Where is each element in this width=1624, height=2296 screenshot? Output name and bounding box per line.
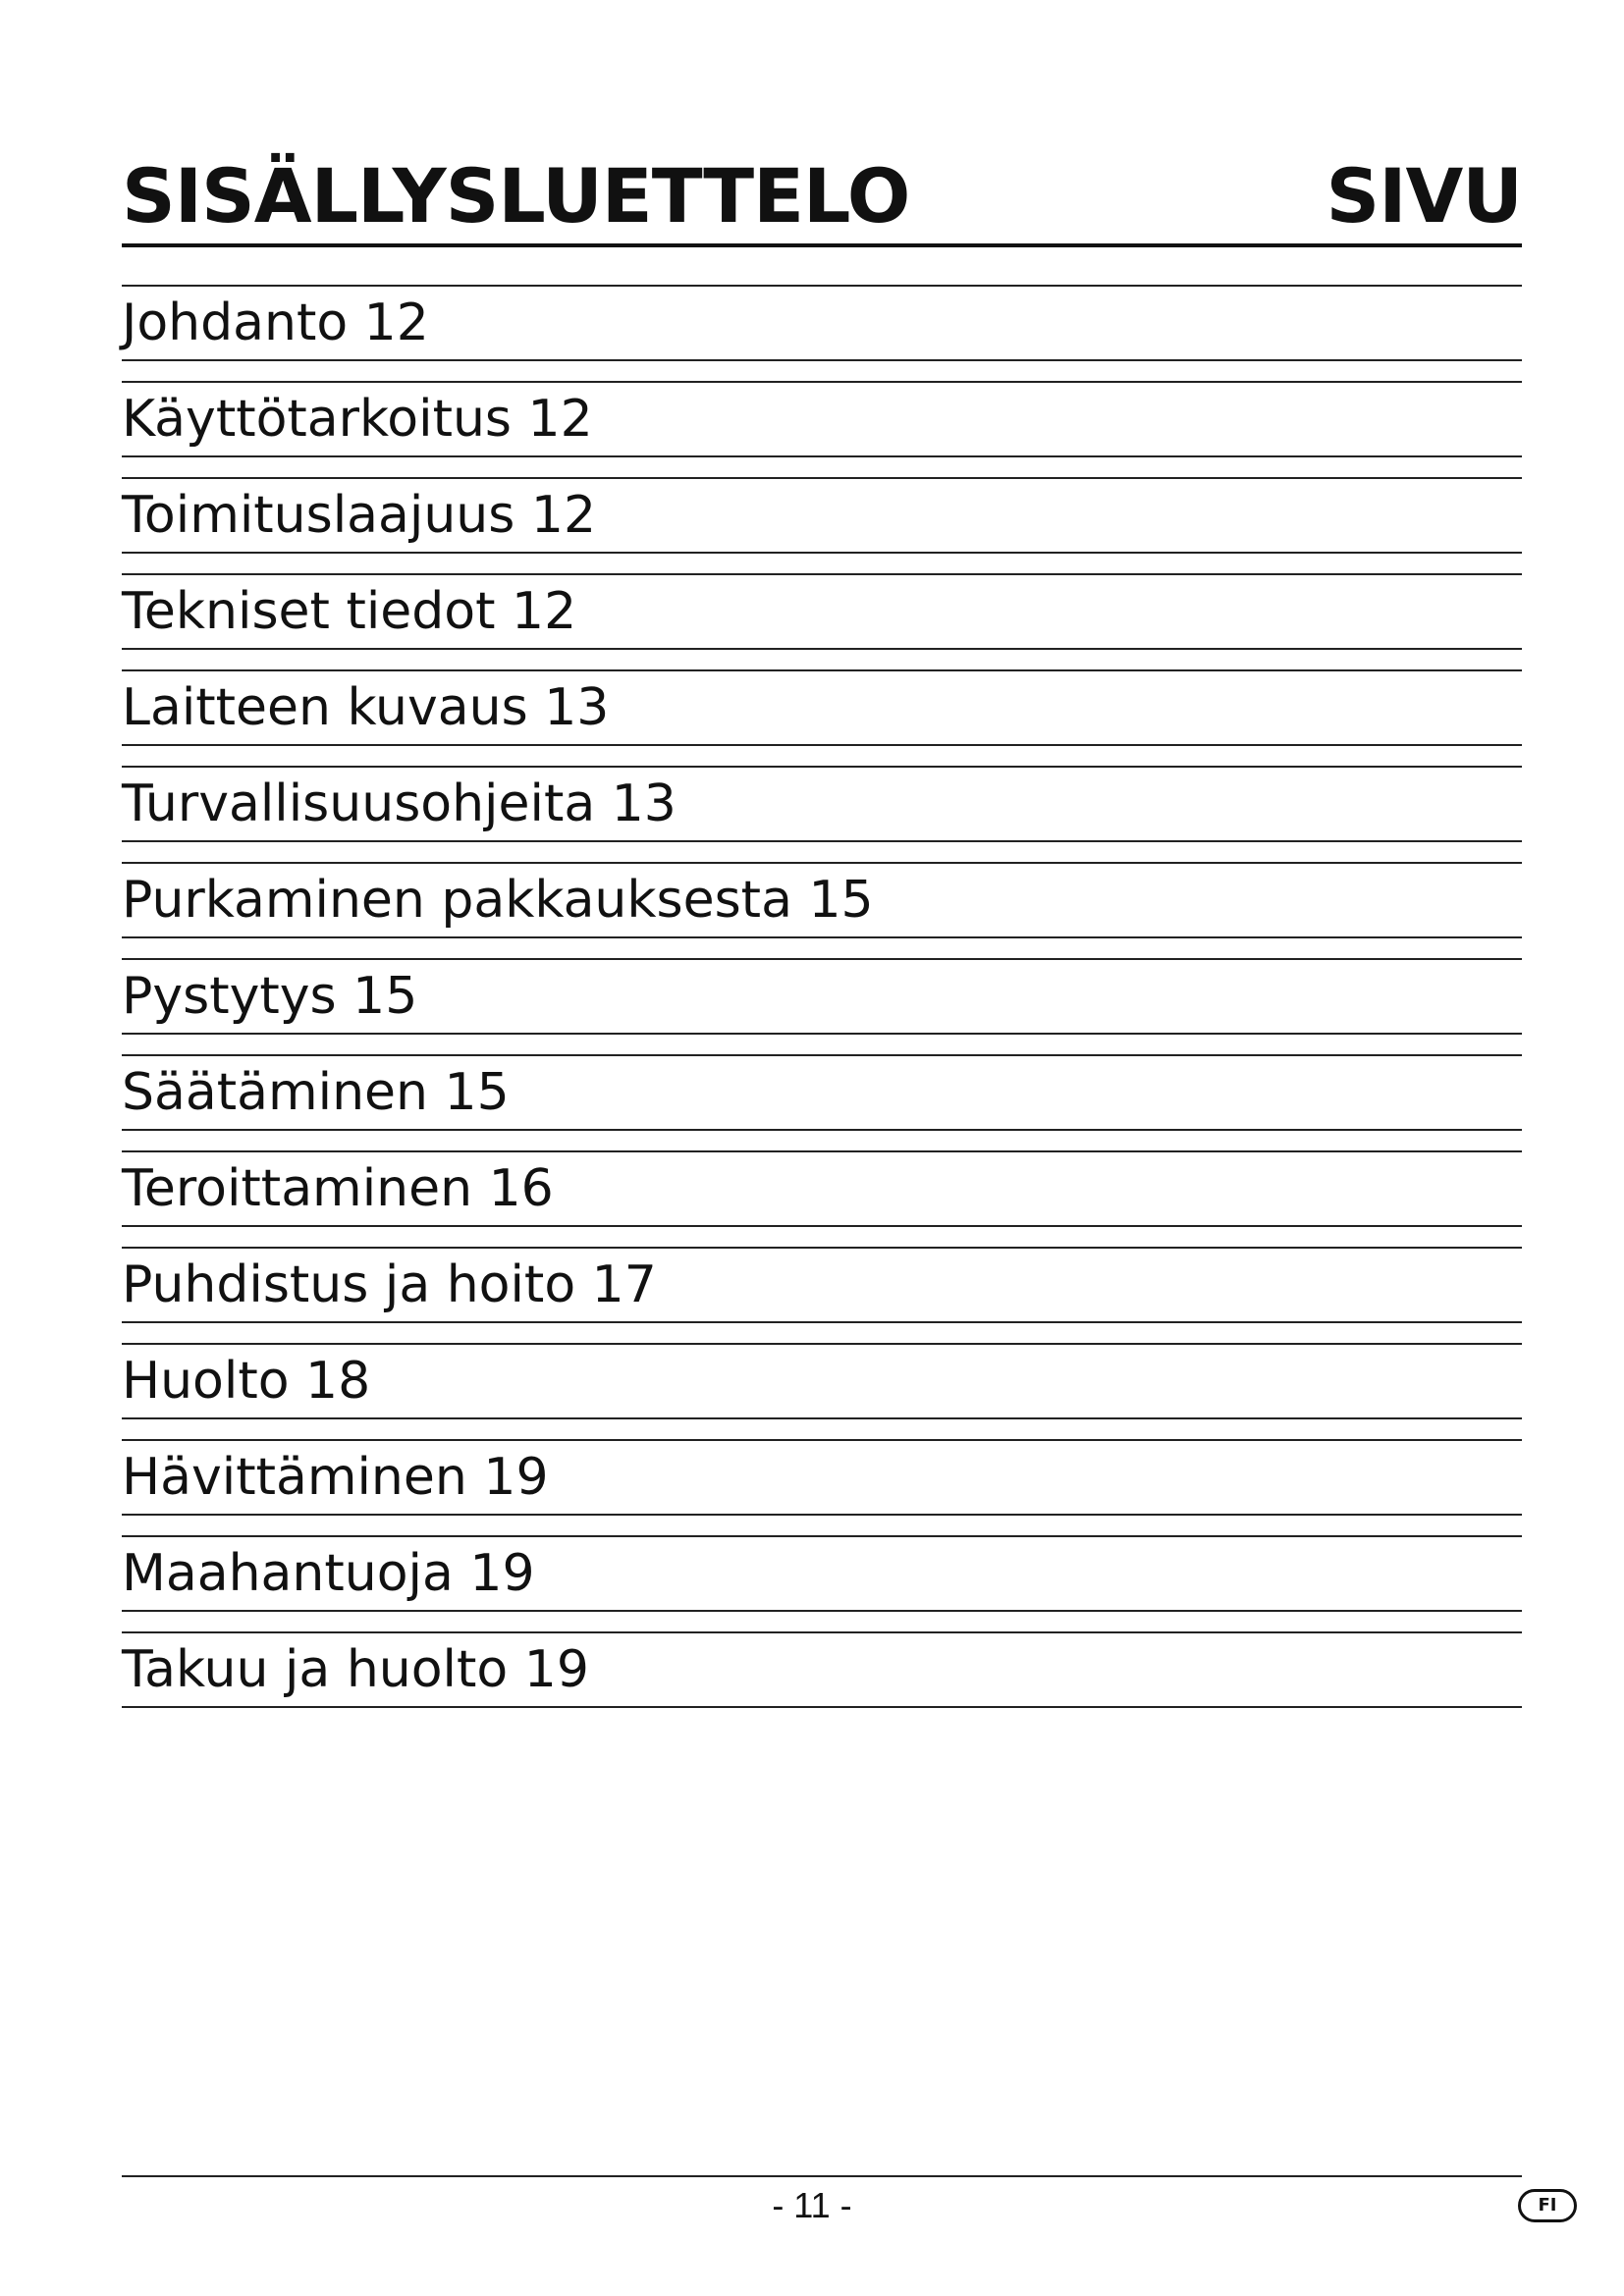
page-column-label: SIVU [1326,152,1522,240]
toc-entry[interactable] [122,1247,1522,1343]
toc-entry-text: Laitteen kuvaus 13 [122,678,610,737]
toc-entry-text: Säätäminen 15 [122,1063,510,1122]
toc-entry-text: Takuu ja huolto 19 [122,1640,589,1699]
toc-entry-text: Johdanto 12 [122,294,429,352]
toc-entry[interactable] [122,477,1522,573]
toc-entry[interactable] [122,285,1522,381]
page-title: SISÄLLYSLUETTELO [122,152,910,240]
toc-entry[interactable] [122,573,1522,669]
toc-entry-text: Puhdistus ja hoito 17 [122,1255,657,1314]
page-number: - 11 - [772,2185,852,2225]
table-of-contents [122,285,1522,1728]
toc-entry[interactable] [122,669,1522,766]
toc-entry[interactable] [122,958,1522,1054]
toc-entry[interactable] [122,1535,1522,1631]
toc-entry[interactable] [122,766,1522,862]
toc-entry-text: Pystytys 15 [122,967,418,1026]
toc-entry[interactable] [122,1150,1522,1247]
toc-entry-text: Tekniset tiedot 12 [122,582,577,641]
toc-entry[interactable] [122,1343,1522,1439]
toc-entry[interactable] [122,1054,1522,1150]
footer-divider [122,2175,1522,2177]
toc-entry-text: Purkaminen pakkauksesta 15 [122,871,874,930]
toc-entry[interactable] [122,1439,1522,1535]
toc-entry-text: Huolto 18 [122,1352,371,1411]
toc-entry-text: Teroittaminen 16 [122,1159,554,1218]
header-divider [122,243,1522,247]
toc-entry-text: Hävittäminen 19 [122,1448,549,1507]
toc-entry-text: Turvallisuusohjeita 13 [122,774,677,833]
toc-entry[interactable] [122,1631,1522,1728]
toc-header [122,147,1522,245]
toc-entry[interactable] [122,862,1522,958]
toc-entry-text: Maahantuoja 19 [122,1544,535,1603]
language-badge: FI [1518,2189,1577,2222]
toc-entry[interactable] [122,381,1522,477]
toc-entry-text: Toimituslaajuus 12 [122,486,597,545]
toc-entry-text: Käyttötarkoitus 12 [122,390,593,449]
